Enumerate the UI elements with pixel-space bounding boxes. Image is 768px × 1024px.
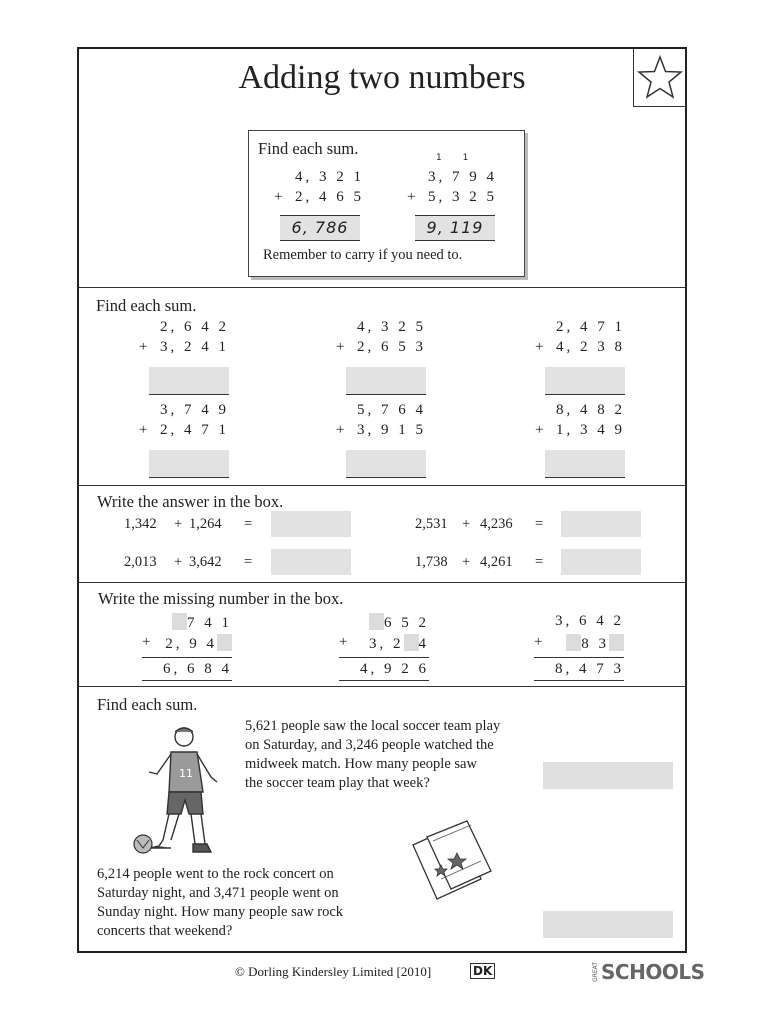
- sum-problem: [139, 402, 229, 478]
- text-line: midweek match. How many people saw: [245, 756, 477, 772]
- missing-digit-box[interactable]: [369, 613, 384, 630]
- total: 4, 9 2 6: [339, 657, 429, 681]
- example-answer-2: 9, 119: [415, 215, 495, 241]
- total: 8, 4 7 3: [534, 657, 624, 681]
- star-badge: [633, 49, 685, 107]
- sum-problem: [535, 319, 625, 395]
- concert-tickets-icon: [405, 817, 495, 907]
- text-line: Sunday night. How many people saw rock: [97, 904, 344, 920]
- text-line: on Saturday, and 3,246 people watched the: [245, 737, 494, 753]
- addend: 1,342: [124, 516, 157, 532]
- answer-box[interactable]: [149, 367, 229, 395]
- missing-digit-box[interactable]: [217, 634, 232, 651]
- bottom-digits: 3, 2: [369, 636, 404, 652]
- answer-box-concert[interactable]: [543, 911, 673, 938]
- top-number: 5, 7 6 4: [357, 402, 426, 418]
- example-problem-2: [407, 169, 497, 209]
- equals-sign: =: [535, 554, 544, 570]
- answer-box-soccer[interactable]: [543, 762, 673, 789]
- addend: 1,738: [415, 554, 448, 570]
- sum-problem: [336, 319, 426, 395]
- bottom-number: 3, 9 1 5: [357, 422, 426, 438]
- missing-digit-box[interactable]: [404, 634, 419, 651]
- example-note: Remember to carry if you need to.: [263, 247, 463, 263]
- plus-sign: +: [142, 634, 154, 650]
- addend: 2,013: [124, 554, 157, 570]
- example-bottom: 5, 3 2 5: [428, 189, 497, 205]
- answer-box[interactable]: [149, 450, 229, 478]
- worksheet: [77, 47, 687, 953]
- example-answer-1: 6, 786: [280, 215, 360, 241]
- word-problem-soccer: [245, 717, 500, 793]
- addend: 2,531: [415, 516, 448, 532]
- plus-sign: +: [139, 422, 151, 438]
- equals-sign: =: [244, 516, 253, 532]
- text-line: 6,214 people went to the rock concert on: [97, 866, 334, 882]
- dk-logo: DK: [470, 963, 495, 979]
- addend: 1,264: [189, 516, 222, 532]
- plus-sign: +: [336, 339, 348, 355]
- missing-problem: [339, 613, 429, 681]
- text-line: 5,621 people saw the local soccer team play: [245, 718, 501, 734]
- answer-box[interactable]: [561, 511, 641, 537]
- missing-digit-box[interactable]: [566, 634, 581, 651]
- top-number: 3, 7 4 9: [160, 402, 229, 418]
- bottom-number: 2, 4 7 1: [160, 422, 229, 438]
- bottom-number: 3, 2 4 1: [160, 339, 229, 355]
- plus-sign: +: [139, 339, 151, 355]
- addend: 3,642: [189, 554, 222, 570]
- top-digits: 7 4 1: [187, 615, 232, 631]
- sum-problem: [139, 319, 229, 395]
- top-digits: 6 5 2: [384, 615, 429, 631]
- sum-problem: [535, 402, 625, 478]
- text-line: the soccer team play that week?: [245, 775, 430, 791]
- example-instruction: Find each sum.: [258, 139, 359, 158]
- bottom-digits: 4: [418, 636, 429, 652]
- bottom-number: 2, 6 5 3: [357, 339, 426, 355]
- answer-box[interactable]: [561, 549, 641, 575]
- missing-problem: [142, 613, 232, 681]
- example-bottom: 2, 4 6 5: [295, 189, 364, 205]
- copyright: © Dorling Kindersley Limited [2010]: [235, 964, 432, 979]
- example-top: 3, 7 9 4: [428, 169, 497, 185]
- text-line: concerts that weekend?: [97, 923, 233, 939]
- addend: 4,236: [480, 516, 513, 532]
- plus-sign: +: [462, 554, 471, 570]
- plus-sign: +: [535, 339, 547, 355]
- answer-box[interactable]: [545, 450, 625, 478]
- answer-box[interactable]: [545, 367, 625, 395]
- bottom-digits: 8 3: [581, 636, 609, 652]
- section1-instruction: Find each sum.: [96, 296, 197, 315]
- equals-sign: =: [535, 516, 544, 532]
- word-problem-concert: [97, 865, 343, 941]
- plus-sign: +: [534, 634, 546, 650]
- addend: 4,261: [480, 554, 513, 570]
- sum-problem: [336, 402, 426, 478]
- plus-sign: +: [339, 634, 351, 650]
- plus-sign: +: [274, 189, 286, 205]
- plus-sign: +: [535, 422, 547, 438]
- answer-box[interactable]: [271, 549, 351, 575]
- bottom-number: 1, 3 4 9: [556, 422, 625, 438]
- page-title: Adding two numbers: [238, 59, 526, 96]
- schools-text: SCHOOLS: [601, 960, 705, 984]
- section4-instruction: Find each sum.: [97, 695, 198, 714]
- plus-sign: +: [174, 516, 183, 532]
- great-text: GREAT: [592, 962, 599, 982]
- section2-instruction: Write the answer in the box.: [97, 492, 284, 511]
- plus-sign: +: [336, 422, 348, 438]
- carry-digits: 1 1: [436, 153, 478, 163]
- bottom-digits: 2, 9 4: [165, 636, 217, 652]
- text-line: Saturday night, and 3,471 people went on: [97, 885, 339, 901]
- section3-instruction: Write the missing number in the box.: [98, 589, 344, 608]
- example-top: 4, 3 2 1: [295, 169, 364, 185]
- section-write-answer: [79, 485, 685, 583]
- star-icon: [637, 54, 683, 100]
- missing-digit-box[interactable]: [609, 634, 624, 651]
- equals-sign: =: [244, 554, 253, 570]
- section-find-sums: [79, 287, 685, 486]
- plus-sign: +: [174, 554, 183, 570]
- total: 6, 6 8 4: [142, 657, 232, 681]
- answer-box[interactable]: [346, 450, 426, 478]
- example-box: [248, 130, 525, 277]
- answer-box[interactable]: [271, 511, 351, 537]
- section-word-problems: [79, 686, 685, 952]
- top-number: 2, 4 7 1: [556, 319, 625, 335]
- bottom-number: 4, 2 3 8: [556, 339, 625, 355]
- jersey-number: 11: [179, 767, 193, 780]
- top-number: 2, 6 4 2: [160, 319, 229, 335]
- missing-digit-box[interactable]: [172, 613, 187, 630]
- section-missing-number: [79, 582, 685, 687]
- soccer-player-icon: [129, 722, 229, 862]
- example-problem-1: [274, 169, 364, 209]
- top-number: 4, 3 2 5: [357, 319, 426, 335]
- top-digits: 3, 6 4 2: [555, 613, 624, 629]
- plus-sign: +: [407, 189, 419, 205]
- answer-box[interactable]: [346, 367, 426, 395]
- plus-sign: +: [462, 516, 471, 532]
- missing-problem: [534, 613, 624, 681]
- top-number: 8, 4 8 2: [556, 402, 625, 418]
